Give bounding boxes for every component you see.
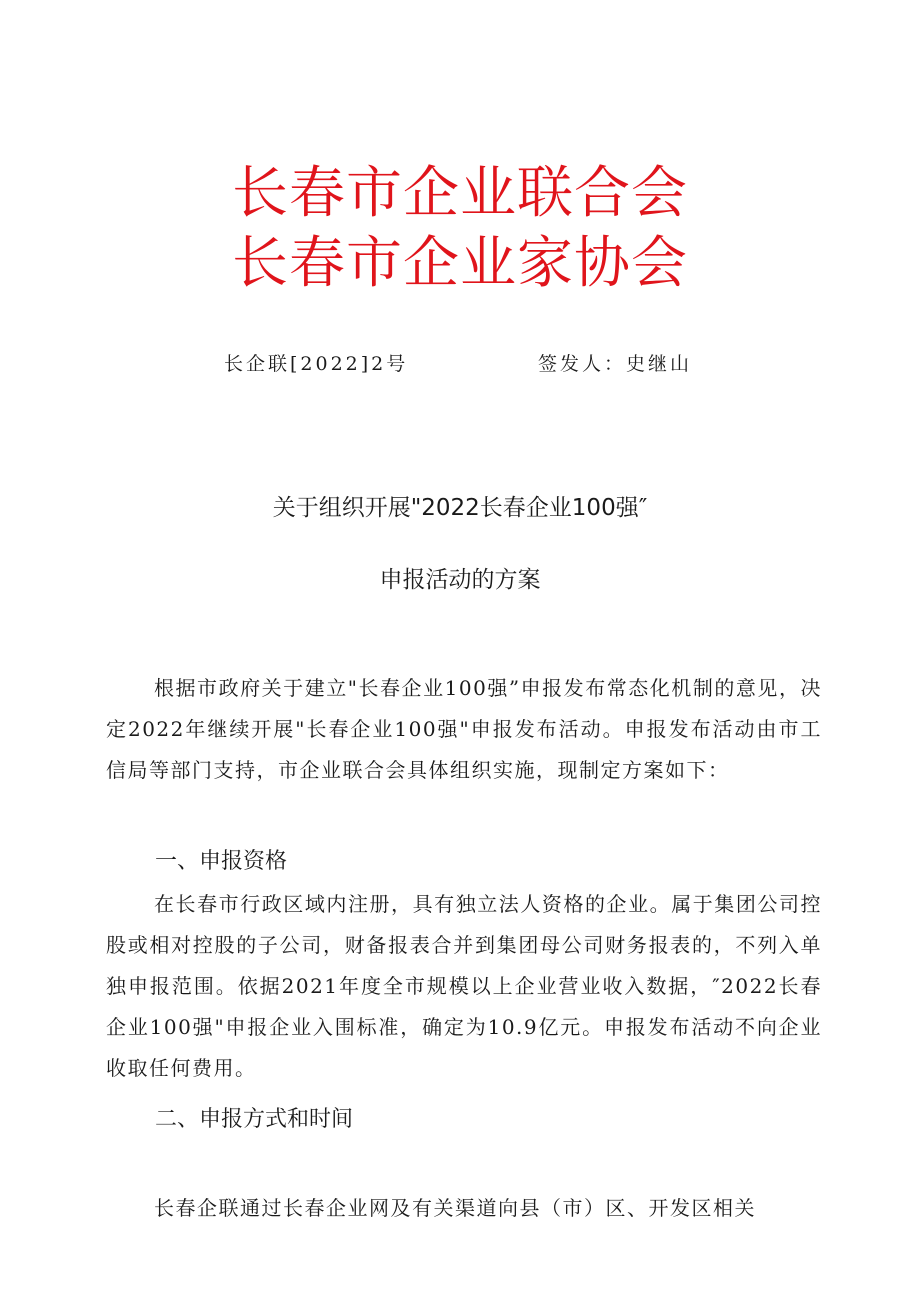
- document-title-line1: 关于组织开展"2022长春企业100强″: [272, 495, 648, 521]
- section1-paragraph: 在长春市行政区域内注册，具有独立法人资格的企业。属于集团公司控股或相对控股的子公司，财备报表合并到集团母公司财务报表的，不列入单独申报范围。依据2021年度全市规模以上企业营业收入数据，″2022长春企业100强"申报企业入围标准，确定为10.9亿元。申报发布活动不向企业收取任何费用。: [106, 892, 822, 1080]
- signer: 签发人：史继山: [538, 353, 693, 375]
- document-title-line2: 申报活动的方案: [379, 567, 541, 593]
- issuer-title-line1: 长春市企业联合会: [232, 161, 688, 226]
- section2-heading: 二、申报方式和时间: [155, 1107, 354, 1132]
- document-number: 长企联[2022]2号: [224, 353, 409, 375]
- section1-heading: 一、申报资格: [155, 849, 288, 874]
- section2-paragraph: 长春企联通过长春企业网及有关渠道向县（市）区、开发区相关: [154, 1196, 756, 1220]
- intro-paragraph: 根据市政府关于建立"长春企业100强”申报发布常态化机制的意见，决定2022年继续开展"长春企业100强"申报发布活动。申报发布活动由市工信局等部门支持，市企业联合会具体组织实施，现制定方案如下：: [106, 676, 822, 782]
- issuer-title-line2: 长春市企业家协会: [232, 231, 688, 296]
